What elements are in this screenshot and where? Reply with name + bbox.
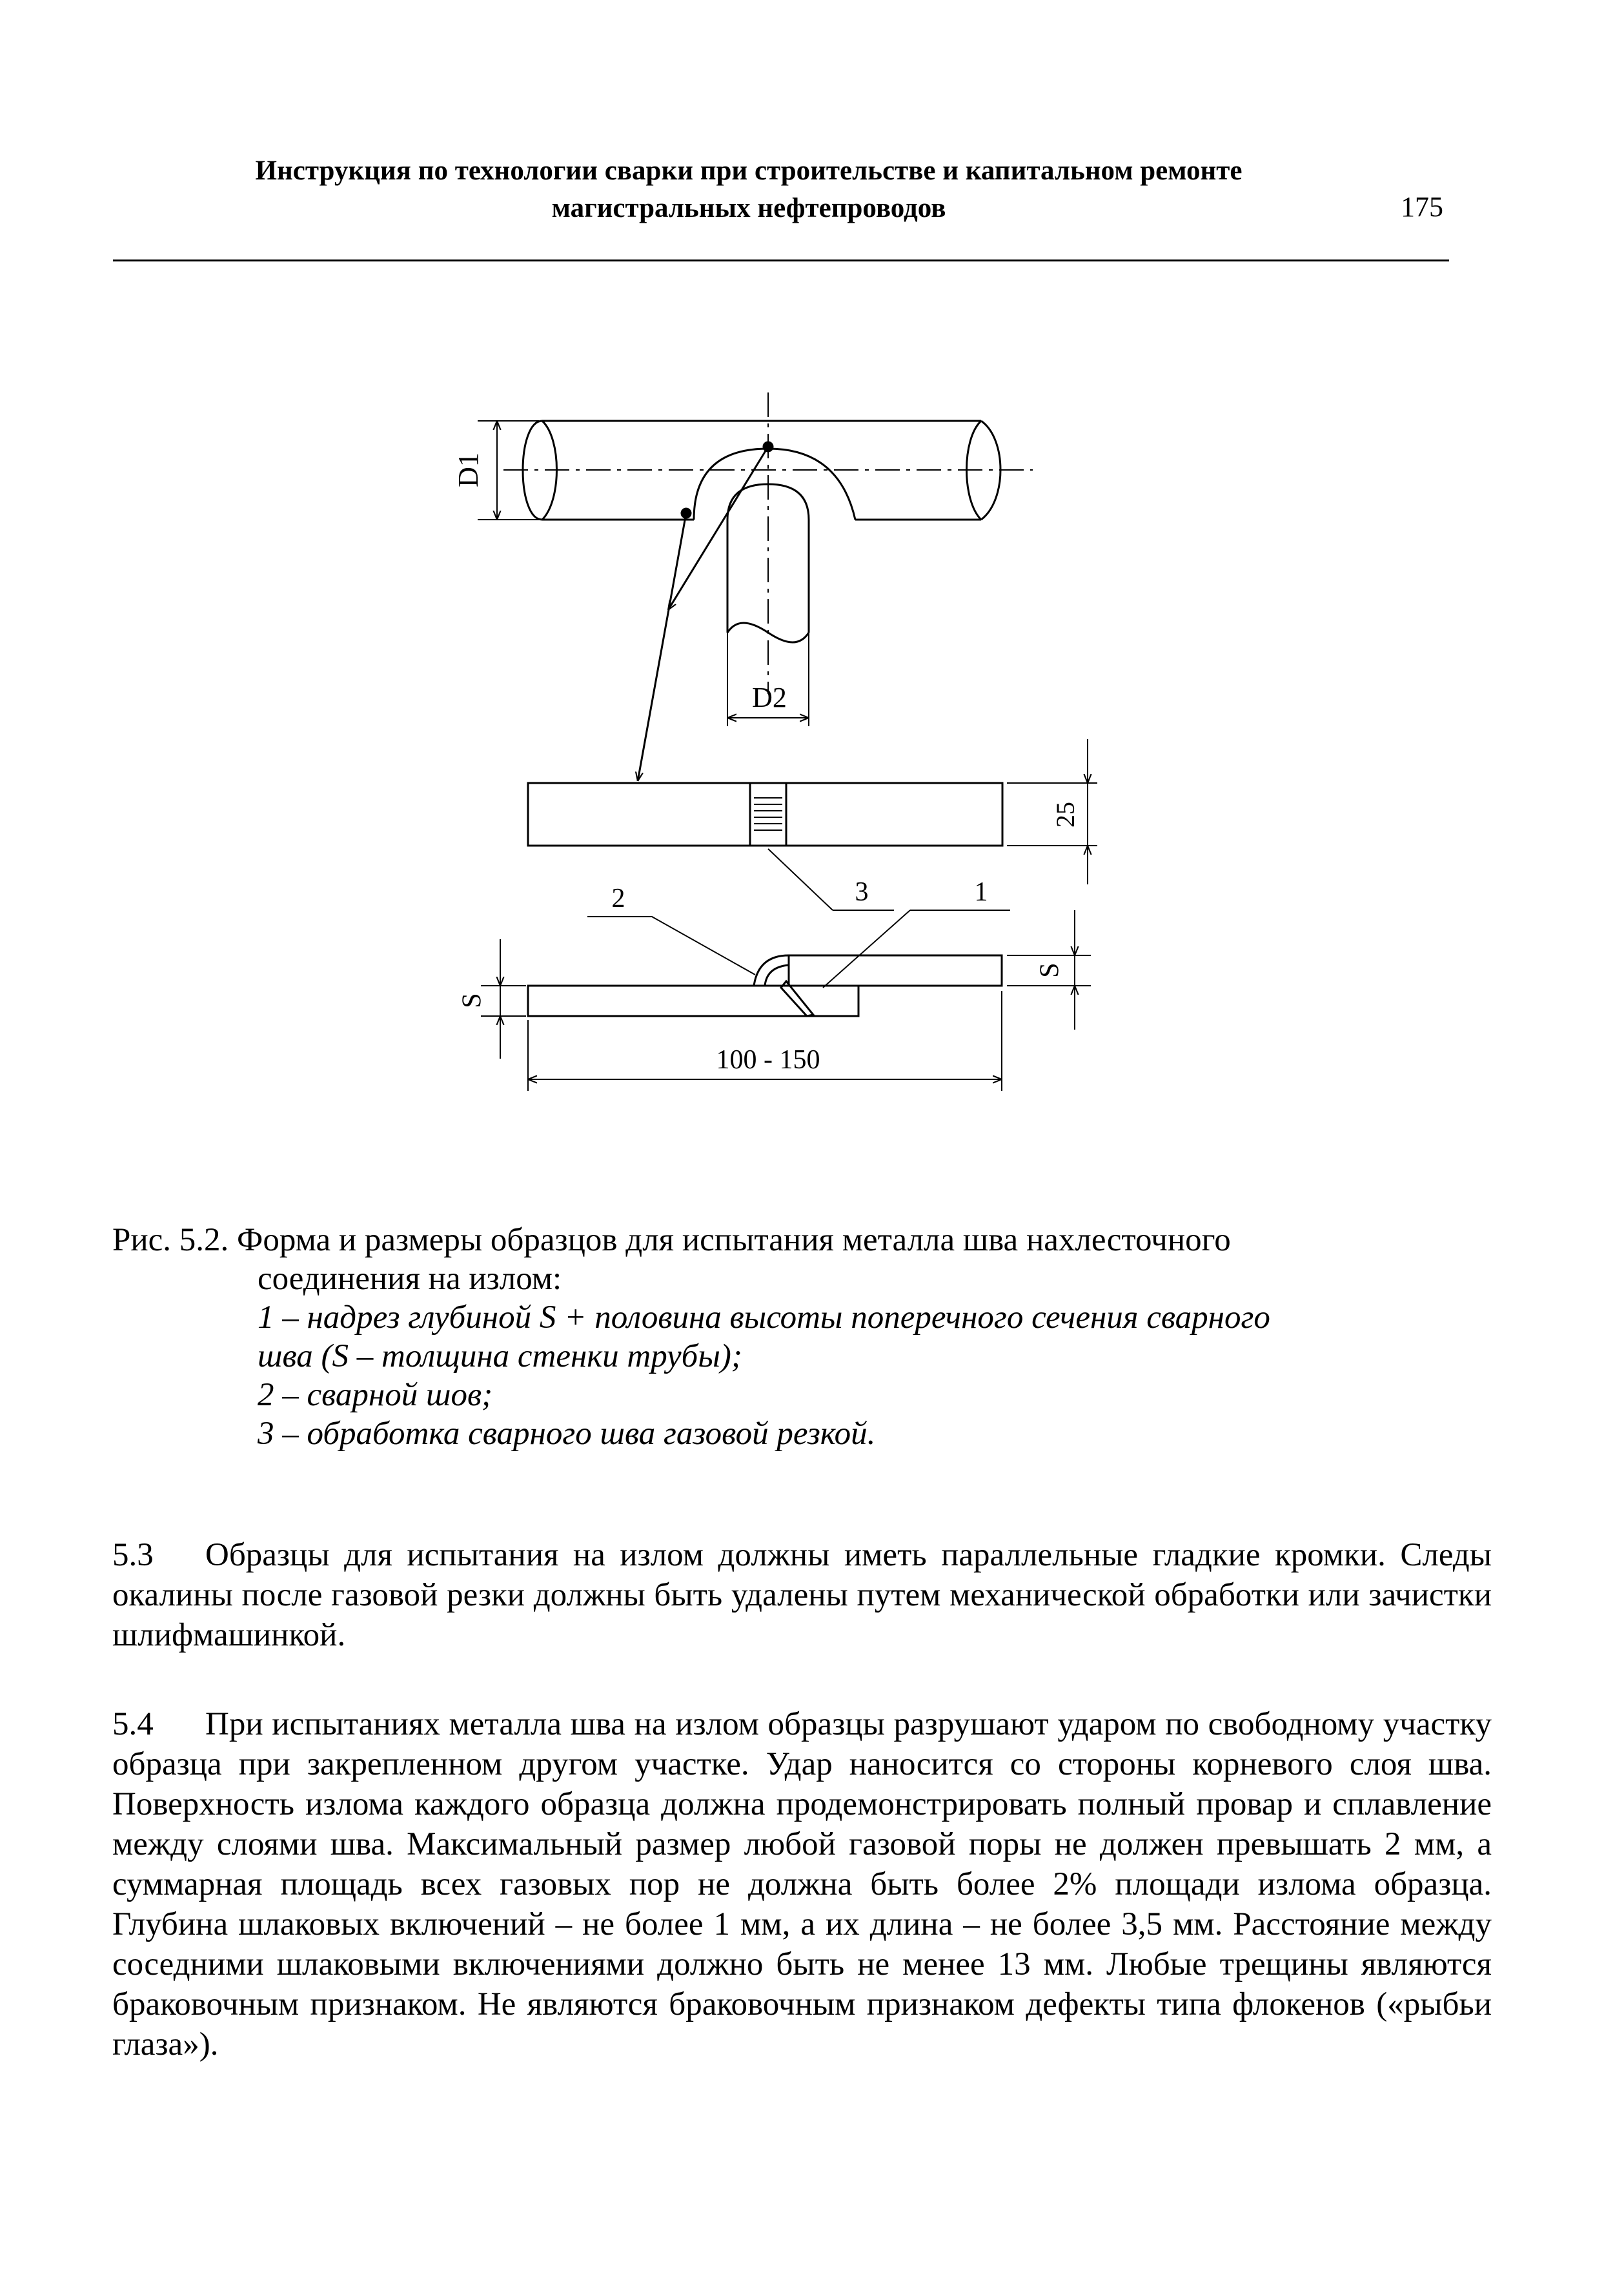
caption-item3: 3 – обработка сварного шва газовой резкой.: [258, 1416, 876, 1452]
header-title-line1: Инструкция по технологии сварки при строительстве и капитальном ремонте: [255, 156, 1243, 186]
caption-line1: Рис. 5.2. Форма и размеры образцов для испытания металла шва нахлесточного: [112, 1222, 1231, 1258]
section-number: 5.4: [112, 1706, 154, 1742]
branch-pipe: [694, 449, 855, 642]
specimen-strip: [528, 783, 1002, 846]
figure-caption: [112, 1221, 1455, 1453]
lap-joint-specimen: [528, 955, 1002, 1016]
d1-label: D1: [452, 453, 485, 487]
page-number: 175: [1401, 191, 1443, 223]
figure-5-2-drawing: [0, 0, 1624, 1130]
section-text: Образцы для испытания на излом должны иметь параллельные гладкие кромки. Следы окалины после газовой резки должны быть удалены путем механической обработки или зачистки шлифмашинкой.: [112, 1537, 1492, 1653]
caption-item1-line1: 1 – надрез глубиной S + половина высоты поперечного сечения сварного: [258, 1299, 1270, 1336]
centerlines: [503, 392, 1033, 694]
caption-item1-line2: шва (S – толщина стенки трубы);: [258, 1338, 742, 1374]
section-number: 5.3: [112, 1537, 154, 1573]
d2-label: D2: [752, 682, 787, 713]
section-5-4: [112, 1704, 1492, 2064]
length-label: 100 - 150: [716, 1045, 820, 1075]
section-text: При испытаниях металла шва на излом образцы разрушают ударом по свободному участку образца при закрепленном другом участке. Удар наносится со стороны корневого слоя шва. Поверхность излома каждого образца должна продемонстрировать полный провар и сплавление между слоями шва. Максимальный размер любой газовой поры не должен превышать 2 мм, а суммарная площадь всех газовых пор не должна быть более 2% площади излома образца. Глубина шлаковых включений – не более 1 мм, а их длина – не более 3,5 мм. Расстояние между соседними шлаковыми включениями должно быть не менее 13 мм. Любые трещины являются браковочным признаком. Не являются браковочным признаком дефекты типа флокенов («рыбьи глаза»).: [112, 1706, 1492, 2062]
callout-2-label: 2: [611, 884, 625, 913]
caption-line2: соединения на излом:: [258, 1261, 562, 1297]
thickness-left-label: S: [457, 993, 487, 1008]
leader-specimen: [638, 513, 686, 781]
section-5-3: [112, 1535, 1492, 1655]
header-title-line2: магистральных нефтепроводов: [551, 193, 946, 223]
caption-item2: 2 – сварной шов;: [258, 1377, 493, 1413]
callout-1-label: 1: [974, 877, 988, 907]
thickness-dimensions: [481, 910, 1091, 1059]
thickness-right-label: S: [1035, 962, 1065, 978]
callout-lines: [587, 849, 1010, 988]
length-dimension: [528, 991, 1002, 1091]
callout-3-label: 3: [855, 877, 869, 907]
width-label: 25: [1051, 802, 1081, 828]
